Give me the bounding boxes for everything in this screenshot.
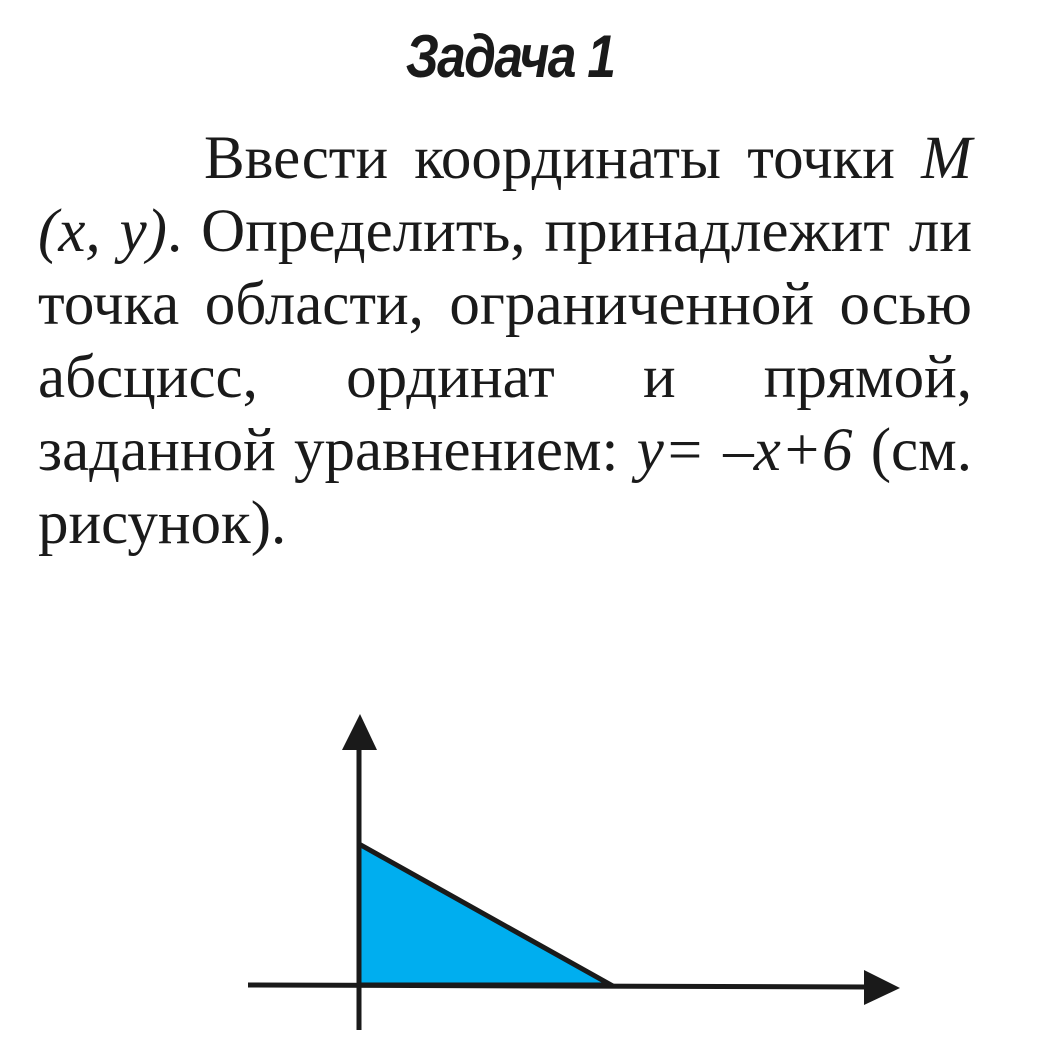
shaded-region [359, 844, 611, 985]
problem-intro: Ввести координаты точки [204, 125, 922, 192]
problem-middle: . Определить, принадлежит ли точка области, ограниченной осью абсцисс, ординат и прямой, заданной уравнением: [38, 198, 973, 484]
problem-ending: (см. рисунок). [38, 417, 972, 557]
x-axis [248, 985, 868, 987]
line-equation: y= –x+6 [636, 417, 853, 484]
problem-paragraph [38, 122, 972, 560]
x-axis-arrow [864, 970, 900, 1005]
region-figure [0, 700, 1046, 1037]
y-axis-arrow [342, 714, 377, 750]
problem-statement [38, 122, 972, 560]
page-title: Задача 1 [405, 23, 615, 90]
point-notation: M (x, y) [38, 125, 972, 265]
